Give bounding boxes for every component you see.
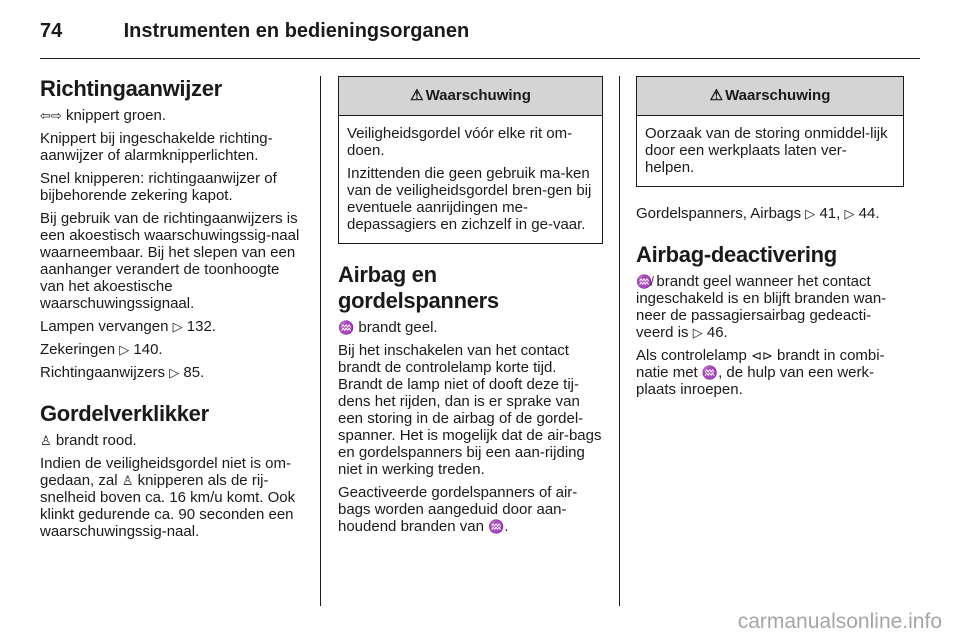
section-gordelverklikker [40, 401, 305, 540]
heading-airbag-deactivering: Airbag-deactivering [636, 242, 837, 267]
reference-richtingaanwijzers[interactable]: Richtingaanwijzers ▷ 85. [40, 364, 205, 381]
warning-header: ⚠ Waarschuwing [339, 77, 602, 116]
paragraph: Indien de veiligheidsgordel niet is om-gedaan, zal ♙ knipperen als de rij-snelheid boven ca. 16 km/u komt. Ook klinkt gedurende ca. 90 seconden een waarschuwingssig-naal. [40, 455, 296, 540]
reference-zekeringen[interactable]: Zekeringen ▷ 140. [40, 341, 163, 358]
column-3 [636, 76, 904, 404]
page-number: 74 [40, 20, 63, 42]
column-1 [40, 76, 305, 546]
seatbelt-icon: ♙ [40, 433, 52, 448]
heading-gordelverklikker: Gordelverklikker [40, 401, 209, 426]
ref-arrow-icon: ▷ [692, 325, 703, 340]
status-line: ♙ brandt rood. [40, 432, 137, 449]
ref-arrow-icon: ▷ [844, 206, 855, 221]
ref-arrow-icon: ▷ [805, 206, 816, 221]
warning-header: ⚠ Waarschuwing [637, 77, 903, 116]
paragraph: Knippert bij ingeschakelde richting-aanwijzer of alarmknipperlichten. [40, 130, 273, 164]
reference-gordelspanners-airbags[interactable]: Gordelspanners, Airbags ▷ 41, ▷ 44. [636, 205, 880, 222]
paragraph: Oorzaak van de storing onmiddel-lijk door een werkplaats laten ver-helpen. [645, 125, 888, 176]
warning-icon: ⚠ [709, 87, 724, 104]
heading-airbag-gordelspanners: Airbag en gordelspanners [338, 262, 499, 313]
column-2 [338, 76, 603, 541]
column-divider [320, 76, 321, 606]
page-header [40, 20, 469, 43]
airbag-off-icon: ♒̸ [636, 274, 653, 289]
paragraph: Snel knipperen: richtingaanwijzer of bijbehorende zekering kapot. [40, 170, 277, 204]
paragraph: Geactiveerde gordelspanners of air-bags worden aangeduid door aan-houdend branden van ♒. [338, 484, 578, 535]
status-line: ⇦⇨ knippert groen. [40, 107, 167, 124]
page-title: Instrumenten en bedieningsorganen [123, 20, 470, 42]
paragraph: Bij het inschakelen van het contact brandt de controlelamp korte tijd. Brandt de lamp niet of dooft deze tij-dens het rijden, dan is er sprake van een storing in de airbag of de gordel-spanner. Het is mogelijk dat de air-bags en gordelspanners bij een aan-rijding niet in werking treden. [338, 342, 602, 478]
paragraph: Als controlelamp ⊲⊳ brandt in combi-natie met ♒, de hulp van een werk-plaats inroepen. [636, 347, 885, 398]
paragraph: Inzittenden die geen gebruik ma-ken van de veiligheidsgordel bren-gen bij eventuele aanrijdingen me-depassagiers en zichzelf in ge-vaar. [347, 165, 592, 233]
paragraph: ♒̸ brandt geel wanneer het contact ingeschakeld is en blijft branden wan-neer de passagiersairbag gedeacti-veerd is ▷ 46. [636, 273, 887, 341]
reference-lampen[interactable]: Lampen vervangen ▷ 132. [40, 318, 216, 335]
seatbelt-icon: ♙ [121, 473, 134, 488]
airbag-icon: ♒ [701, 365, 719, 380]
section-airbag-deactivering [636, 242, 904, 398]
airbag-icon: ♒ [488, 519, 505, 534]
warning-icon: ⚠ [410, 87, 424, 104]
warning-body [637, 116, 903, 186]
warning-box [636, 76, 904, 187]
heading-richtingaanwijzer: Richtingaanwijzer [40, 76, 222, 101]
ref-arrow-icon: ▷ [169, 365, 180, 380]
paragraph: Veiligheidsgordel vóór elke rit om-doen. [347, 125, 573, 159]
turn-signal-icon: ⇦⇨ [40, 108, 62, 123]
watermark: carmanualsonline.info [737, 610, 942, 633]
status-line: ♒ brandt geel. [338, 319, 438, 336]
fault-icon: ⊲⊳ [751, 348, 773, 363]
paragraph: Bij gebruik van de richtingaanwijzers is een akoestisch waarschuwingssig-naal waarneembaar. Bij het slepen van een aanhanger verandert de toonhoogte van het akoestische waarschuwingssignaal. [40, 210, 300, 312]
airbag-icon: ♒ [338, 320, 355, 335]
header-rule [40, 58, 920, 59]
ref-arrow-icon: ▷ [172, 319, 183, 334]
warning-body [339, 116, 602, 243]
column-divider [619, 76, 620, 606]
ref-arrow-icon: ▷ [119, 342, 130, 357]
warning-box [338, 76, 603, 244]
